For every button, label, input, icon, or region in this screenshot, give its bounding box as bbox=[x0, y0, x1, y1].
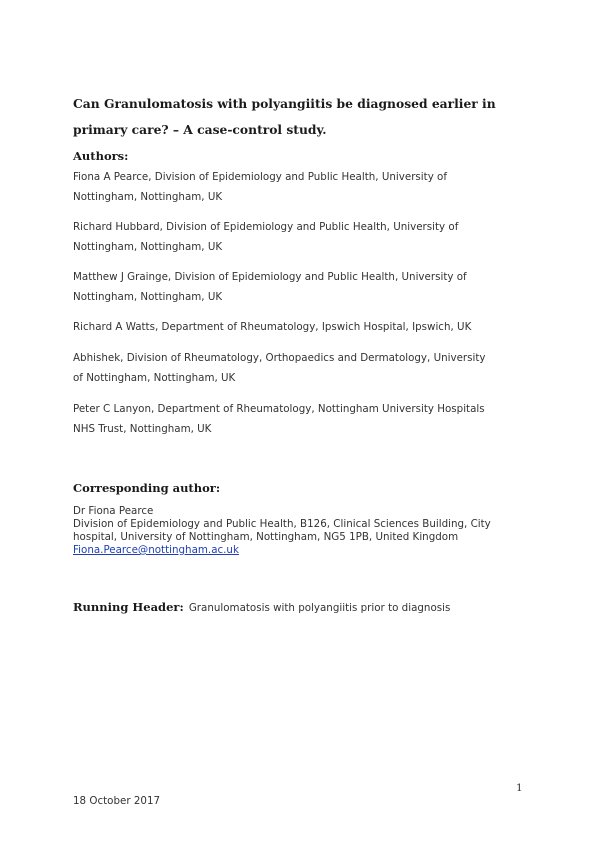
author-line: of Nottingham, Nottingham, UK bbox=[73, 372, 236, 384]
author-entry bbox=[73, 317, 523, 337]
running-header-text: Granulomatosis with polyangiitis prior to diagnosis bbox=[188, 602, 451, 614]
running-header bbox=[73, 596, 450, 615]
paper-title: Can Granulomatosis with polyangiitis be diagnosed earlier in primary care? – A case-control study. bbox=[73, 96, 496, 137]
author-line: Abhishek, Division of Rheumatology, Orthopaedics and Dermatology, University bbox=[73, 352, 486, 364]
corresponding-email-row bbox=[73, 544, 543, 557]
page-number: 1 bbox=[516, 782, 523, 794]
authors-heading: Authors: bbox=[73, 149, 129, 163]
author-entry bbox=[73, 167, 523, 207]
corresponding-address-line: hospital, University of Nottingham, Nottingham, NG5 1PB, United Kingdom bbox=[73, 531, 459, 543]
author-line: Richard Hubbard, Division of Epidemiology and Public Health, University of bbox=[73, 221, 459, 233]
author-line: Nottingham, Nottingham, UK bbox=[73, 191, 223, 203]
author-entry bbox=[73, 399, 523, 439]
author-line: Richard A Watts, Department of Rheumatology, Ipswich Hospital, Ipswich, UK bbox=[73, 321, 472, 333]
author-entry bbox=[73, 217, 523, 257]
corresponding-author-name: Dr Fiona Pearce bbox=[73, 505, 154, 517]
author-line: Peter C Lanyon, Department of Rheumatology, Nottingham University Hospitals bbox=[73, 403, 485, 415]
author-line: Fiona A Pearce, Division of Epidemiology and Public Health, University of bbox=[73, 171, 447, 183]
corresponding-author-heading: Corresponding author: bbox=[73, 481, 221, 495]
footer-date: 18 October 2017 bbox=[73, 795, 161, 807]
author-line: NHS Trust, Nottingham, UK bbox=[73, 423, 212, 435]
author-entry bbox=[73, 267, 523, 307]
running-header-label: Running Header: bbox=[73, 600, 184, 614]
author-line: Nottingham, Nottingham, UK bbox=[73, 241, 223, 253]
corresponding-address-line: Division of Epidemiology and Public Health, B126, Clinical Sciences Building, City bbox=[73, 518, 491, 530]
corresponding-email-link[interactable]: Fiona.Pearce@nottingham.ac.uk bbox=[73, 544, 239, 556]
author-entry bbox=[73, 348, 523, 388]
author-line: Matthew J Grainge, Division of Epidemiology and Public Health, University of bbox=[73, 271, 467, 283]
author-line: Nottingham, Nottingham, UK bbox=[73, 291, 223, 303]
